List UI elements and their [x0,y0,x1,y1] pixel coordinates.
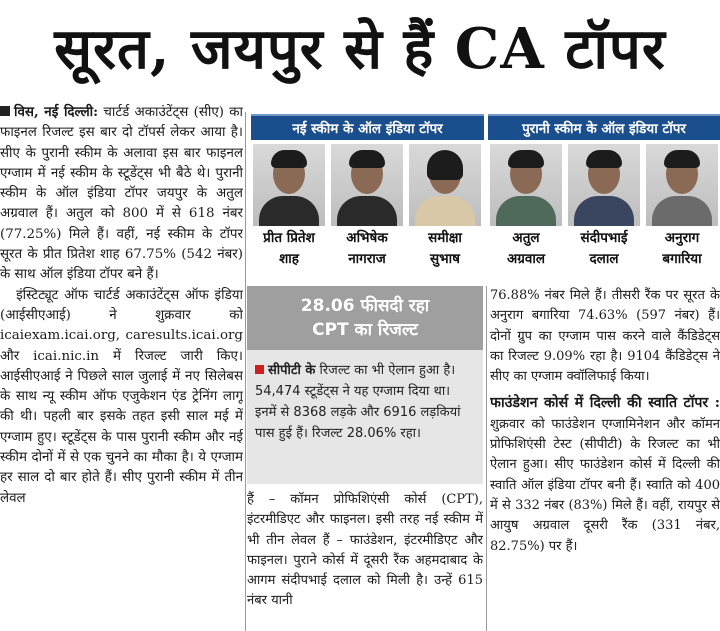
left-paragraph-2: इंस्टिट्यूट ऑफ चार्टर्ड अकाउंटेंट्स ऑफ इंडिया (आईसीएआई) ने शुक्रवार को icaiexam.icai.org, caresults.icai.org और icai.nic.in में रिजल्ट जारी किए। आईसीएआई ने पिछले साल जुलाई में नए सिलेबस के साथ न्यू स्कीम ऑफ एजुकेशन एंड ट्रेनिंग लागू की थी। पहली बार इसके तहत इसी साल मई में एग्जाम हुए। स्टूडेंट्स के पास पुरानी स्कीम और नई स्कीम दोनों में से एक चुनने का मौका है। ये एग्जाम हर साल दो बार होते हैं। सीए पुरानी स्कीम में तीन लेवल [0,287,243,506]
topper-photo [409,144,481,226]
topper-photo [253,144,325,226]
old-scheme-toppers [488,142,720,274]
left-paragraph-1 [0,102,243,286]
topper-card [644,142,720,274]
topper-name: समीक्षा सुभाष [428,230,462,267]
right-paragraph-1: 76.88% नंबर मिले हैं। तीसरी रैंक पर सूरत के अनुराग बगारिया 74.63% (597 नंबर) हैं। दोनों ग्रुप का एग्जाम पास करने वाले कैंडिडेट्स का रिजल्ट 9.09% रहा है। 9104 कैंडिडेट्स ने सीए का एग्जाम क्वॉलिफाई किया। [490,288,720,385]
left-article-column [0,102,243,631]
topper-photo [568,144,640,226]
topper-name: प्रीत प्रितेश शाह [263,230,315,267]
topper-card [488,142,564,274]
new-scheme-banner: नई स्कीम के ऑल इंडिया टॉपर [251,114,484,140]
topper-card [329,142,405,274]
topper-name: अनुराग बगारिया [662,230,702,267]
cpt-box-body: सीपीटी के रिजल्ट का भी ऐलान हुआ है। 54,474 स्टूडेंट्स ने यह एग्जाम दिया था। इनमें से 8368 लड़के और 6916 लड़कियां पास हुई हैं। रिजल्ट 28.06% रहा। [255,363,461,441]
topper-card [251,142,327,274]
topper-photo [646,144,718,226]
topper-card [566,142,642,274]
square-bullet-icon [0,106,10,116]
right-article-column: 76.88% नंबर मिले हैं। तीसरी रैंक पर सूरत के अनुराग बगारिया 74.63% (597 नंबर) हैं। दोनों ग्रुप का एग्जाम पास करने वाले कैंडिडेट्स का रिजल्ट 9.09% रहा है। 9104 कैंडिडेट्स ने सीए का एग्जाम क्वॉलिफाई किया। फाउंडेशन कोर्स में दिल्ली की स्वाति टॉपर : शुक्रवार को फाउंडेशन एग्जामिनेशन और कॉमन प्रोफिशिएंसी टेस्ट (सीपीटी) के रिजल्ट का भी ऐलान हुआ। सीए फाउंडेशन कोर्स में दिल्ली की स्वाति ऑल इंडिया टॉपर बनी हैं। स्वाति को 400 में से 332 नंबर (83%) मिले हैं। वहीं, रायपुर से आयुष अग्रवाल दूसरी रैंक (331 नंबर, 82.75%) पर हैं। [490,288,720,554]
topper-photo [490,144,562,226]
middle-article-column: हैं – कॉमन प्रोफिशिएंसी कोर्स (CPT), इंटरमीडिएट और फाइनल। इसी तरह नई स्कीम में भी तीन लेवल हैं – फाउंडेशन, इंटरमीडिएट और फाइनल। पुराने कोर्स में दूसरी रैंक अहमदाबाद के आगम संदीपभाई दलाल को मिली है। उन्हें 615 नंबर यानी [247,492,483,609]
cpt-box-title: 28.06 फीसदी रहा CPT का रिजल्ट [247,286,483,350]
left-paragraph-1-text: चार्टर्ड अकाउंटेंट्स (सीए) का फाइनल रिजल्ट इस बार दो टॉपर्स लेकर आया है। सीए के पुरानी स्कीम के अलावा इस बार फाइनल एग्जाम में नई स्कीम के स्टूडेंट्स भी बैठे थे। पुरानी स्कीम के ऑल इंडिया टॉपर जयपुर के अतुल अग्रवाल हैं। अतुल को 800 में से 618 नंबर (77.25%) मिले हैं। वहीं, नई स्कीम के टॉपर सूरत के प्रीत प्रितेश शाह 67.75% (542 नंबर) के साथ ऑल इंडिया टॉपर बने हैं। [0,105,243,283]
topper-name: अतुल अग्रवाल [506,230,546,267]
headline: सूरत, जयपुर से हैं CA टॉपर [54,16,666,82]
dateline: विस, नई दिल्ली: [14,104,99,120]
red-square-bullet-icon [255,365,264,374]
column-divider [486,286,487,631]
topper-name: अभिषेक नागराज [346,230,388,267]
old-scheme-banner: पुरानी स्कीम के ऑल इंडिया टॉपर [488,114,720,140]
cpt-result-box [247,286,483,484]
topper-card [407,142,483,274]
foundation-subhead: फाउंडेशन कोर्स में दिल्ली की स्वाति टॉपर : [490,395,720,412]
column-divider [245,112,246,631]
topper-photo [331,144,403,226]
topper-name: संदीपभाई दलाल [580,230,628,267]
new-scheme-toppers [251,142,484,274]
